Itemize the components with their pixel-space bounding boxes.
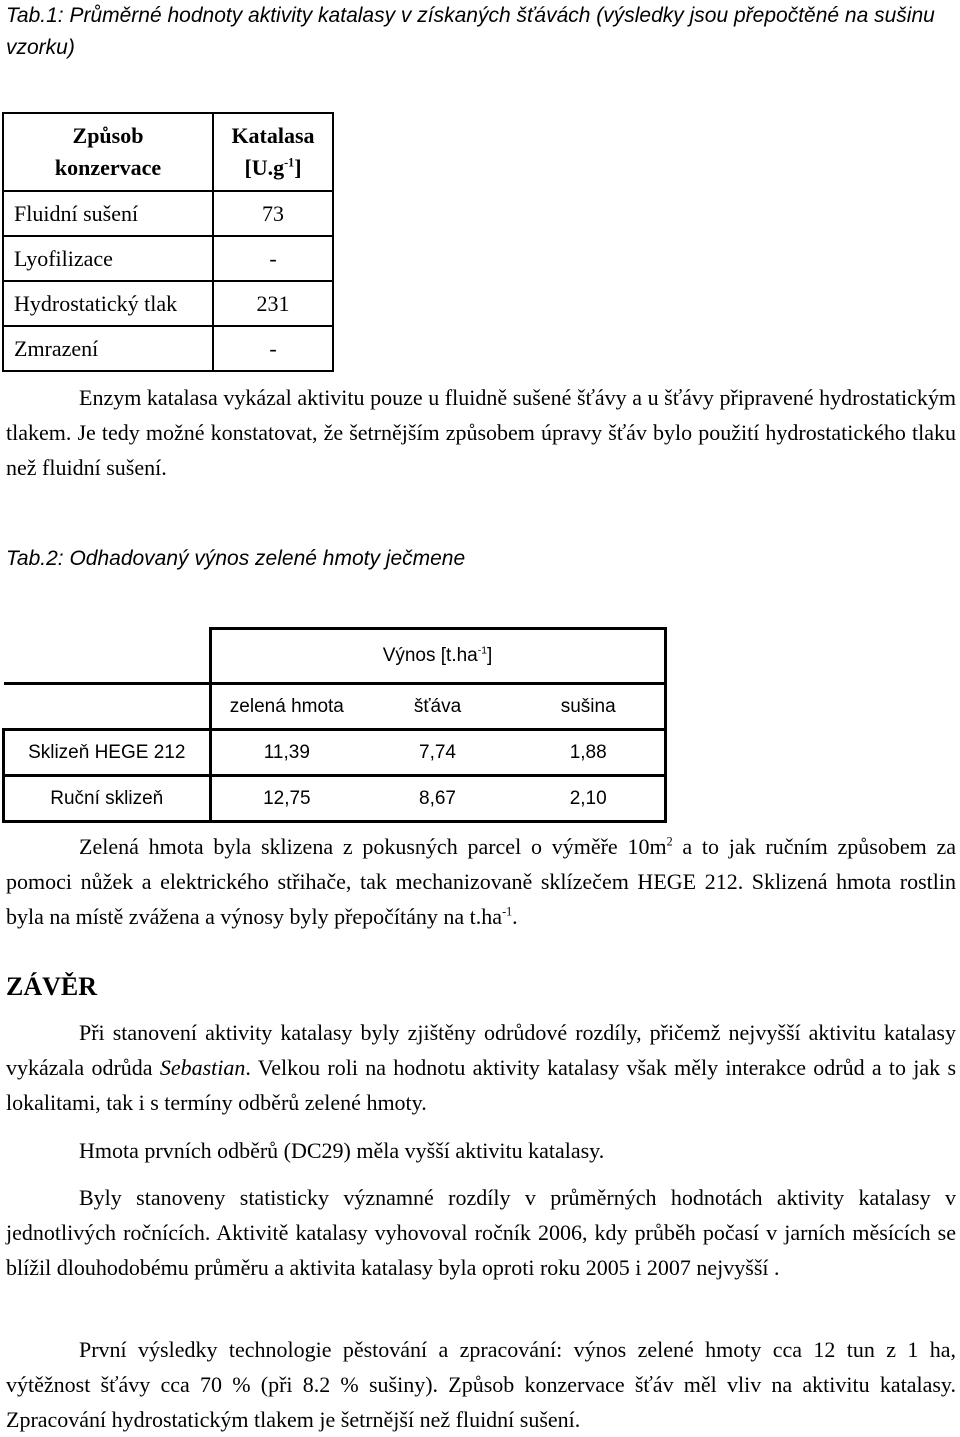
value-cell: 231 bbox=[213, 281, 333, 326]
method-column-header: Způsob konzervace bbox=[3, 113, 213, 191]
catalase-activity-table bbox=[2, 112, 334, 372]
conclusion-paragraph-4: První výsledky technologie pěstování a zpracování: výnos zelené hmoty cca 12 tun z 1 ha, výtěžnost šťávy cca 70 % (při 8.2 % sušiny). Způsob konzervace šťáv měl vliv na aktivitu katalasy. Zpracování hydrostatickým tlakem je šetrnější než fluidní sušení. bbox=[6, 1337, 956, 1432]
paragraph-catalase-result: Enzym katalasa vykázal aktivitu pouze u fluidně sušené šťávy a u šťávy připravené hydrostatickým tlakem. Je tedy možné konstatovat, že šetrnějším způsobem úpravy šťáv bylo použití hydrostatického tlaku než fluidní sušení. bbox=[6, 385, 956, 480]
table-row bbox=[3, 326, 333, 371]
value-cell: - bbox=[213, 236, 333, 281]
conclusion-paragraph-3: Byly stanoveny statisticky významné rozdíly v průměrných hodnotách aktivity katalasy v jednotlivých ročnících. Aktivitě katalasy vyhovoval ročník 2006, kdy průběh počasí v jarních měsících se blížil dlouhodobému průměru a aktivita katalasy byla oproti roku 2005 i 2007 nejvyšší . bbox=[6, 1185, 956, 1280]
value-cell: 73 bbox=[213, 191, 333, 236]
table-row bbox=[3, 191, 333, 236]
table-header-row bbox=[3, 113, 333, 191]
value-cell: 7,74 bbox=[419, 741, 456, 763]
row-label: Ruční sklizeň bbox=[4, 776, 211, 822]
method-cell: Hydrostatický tlak bbox=[3, 281, 213, 326]
method-cell: Fluidní sušení bbox=[3, 191, 213, 236]
table-header-row bbox=[4, 629, 666, 684]
value-cell: 2,10 bbox=[569, 787, 607, 809]
yield-header: Výnos $[t.ha^{-1}]$ bbox=[210, 629, 665, 684]
row-label: Sklizeň HEGE 212 bbox=[4, 730, 211, 776]
table-row bbox=[3, 281, 333, 326]
value-cell: 8,67 bbox=[419, 787, 456, 809]
value-cell: 1,88 bbox=[569, 741, 607, 763]
value-cell: - bbox=[213, 326, 333, 371]
conclusion-paragraph-1: Při stanovení aktivity katalasy byly zjištěny odrůdové rozdíly, přičemž nejvyšší aktivitu katalasy vykázala odrůda Sebastian. Velkou roli na hodnotu aktivity katalasy však měly interakce odrůd a to jak s lokalitami, tak i s termíny odběrů zelené hmoty. bbox=[6, 1020, 957, 1115]
subheader-dry-matter: sušina bbox=[560, 695, 616, 717]
value-cell: 11,39 bbox=[263, 741, 310, 763]
yield-table bbox=[2, 627, 667, 823]
subheader-juice: šťáva bbox=[413, 695, 462, 717]
value-cell: 12,75 bbox=[263, 787, 311, 809]
method-cell: Zmrazení bbox=[3, 326, 213, 371]
subheader-green-mass: zelená hmota bbox=[229, 695, 344, 717]
table1-caption: Tab.1: Průměrné hodnoty aktivity katalasy v získaných šťávách (výsledky jsou přepočtěné na sušinu vzorku) bbox=[6, 4, 935, 59]
table-row bbox=[4, 730, 666, 776]
table-row bbox=[3, 236, 333, 281]
catalase-column-header: Katalasa $[U.g^{-1}]$ bbox=[213, 113, 333, 191]
table-row bbox=[4, 776, 666, 822]
table2-caption: Tab.2: Odhadovaný výnos zelené hmoty ječmene bbox=[6, 547, 466, 570]
method-cell: Lyofilizace bbox=[3, 236, 213, 281]
conclusion-heading: ZÁVĚR bbox=[6, 972, 98, 1001]
paragraph-harvest-method: Zelená hmota byla sklizena z pokusných parcel o výměře $10m^2$ a to jak ručním způsobem za pomoci nůžek a elektrického střihače, tak mechanizovaně sklízečem HEGE 212. Sklizená hmota rostlin byla na místě zvážena a výnosy byly přepočítány na $t.ha^{-1}$. bbox=[6, 834, 956, 929]
conclusion-paragraph-2: Hmota prvních odběrů (DC29) měla vyšší aktivitu katalasy. bbox=[79, 1138, 605, 1163]
table-subheader-row bbox=[4, 684, 666, 730]
